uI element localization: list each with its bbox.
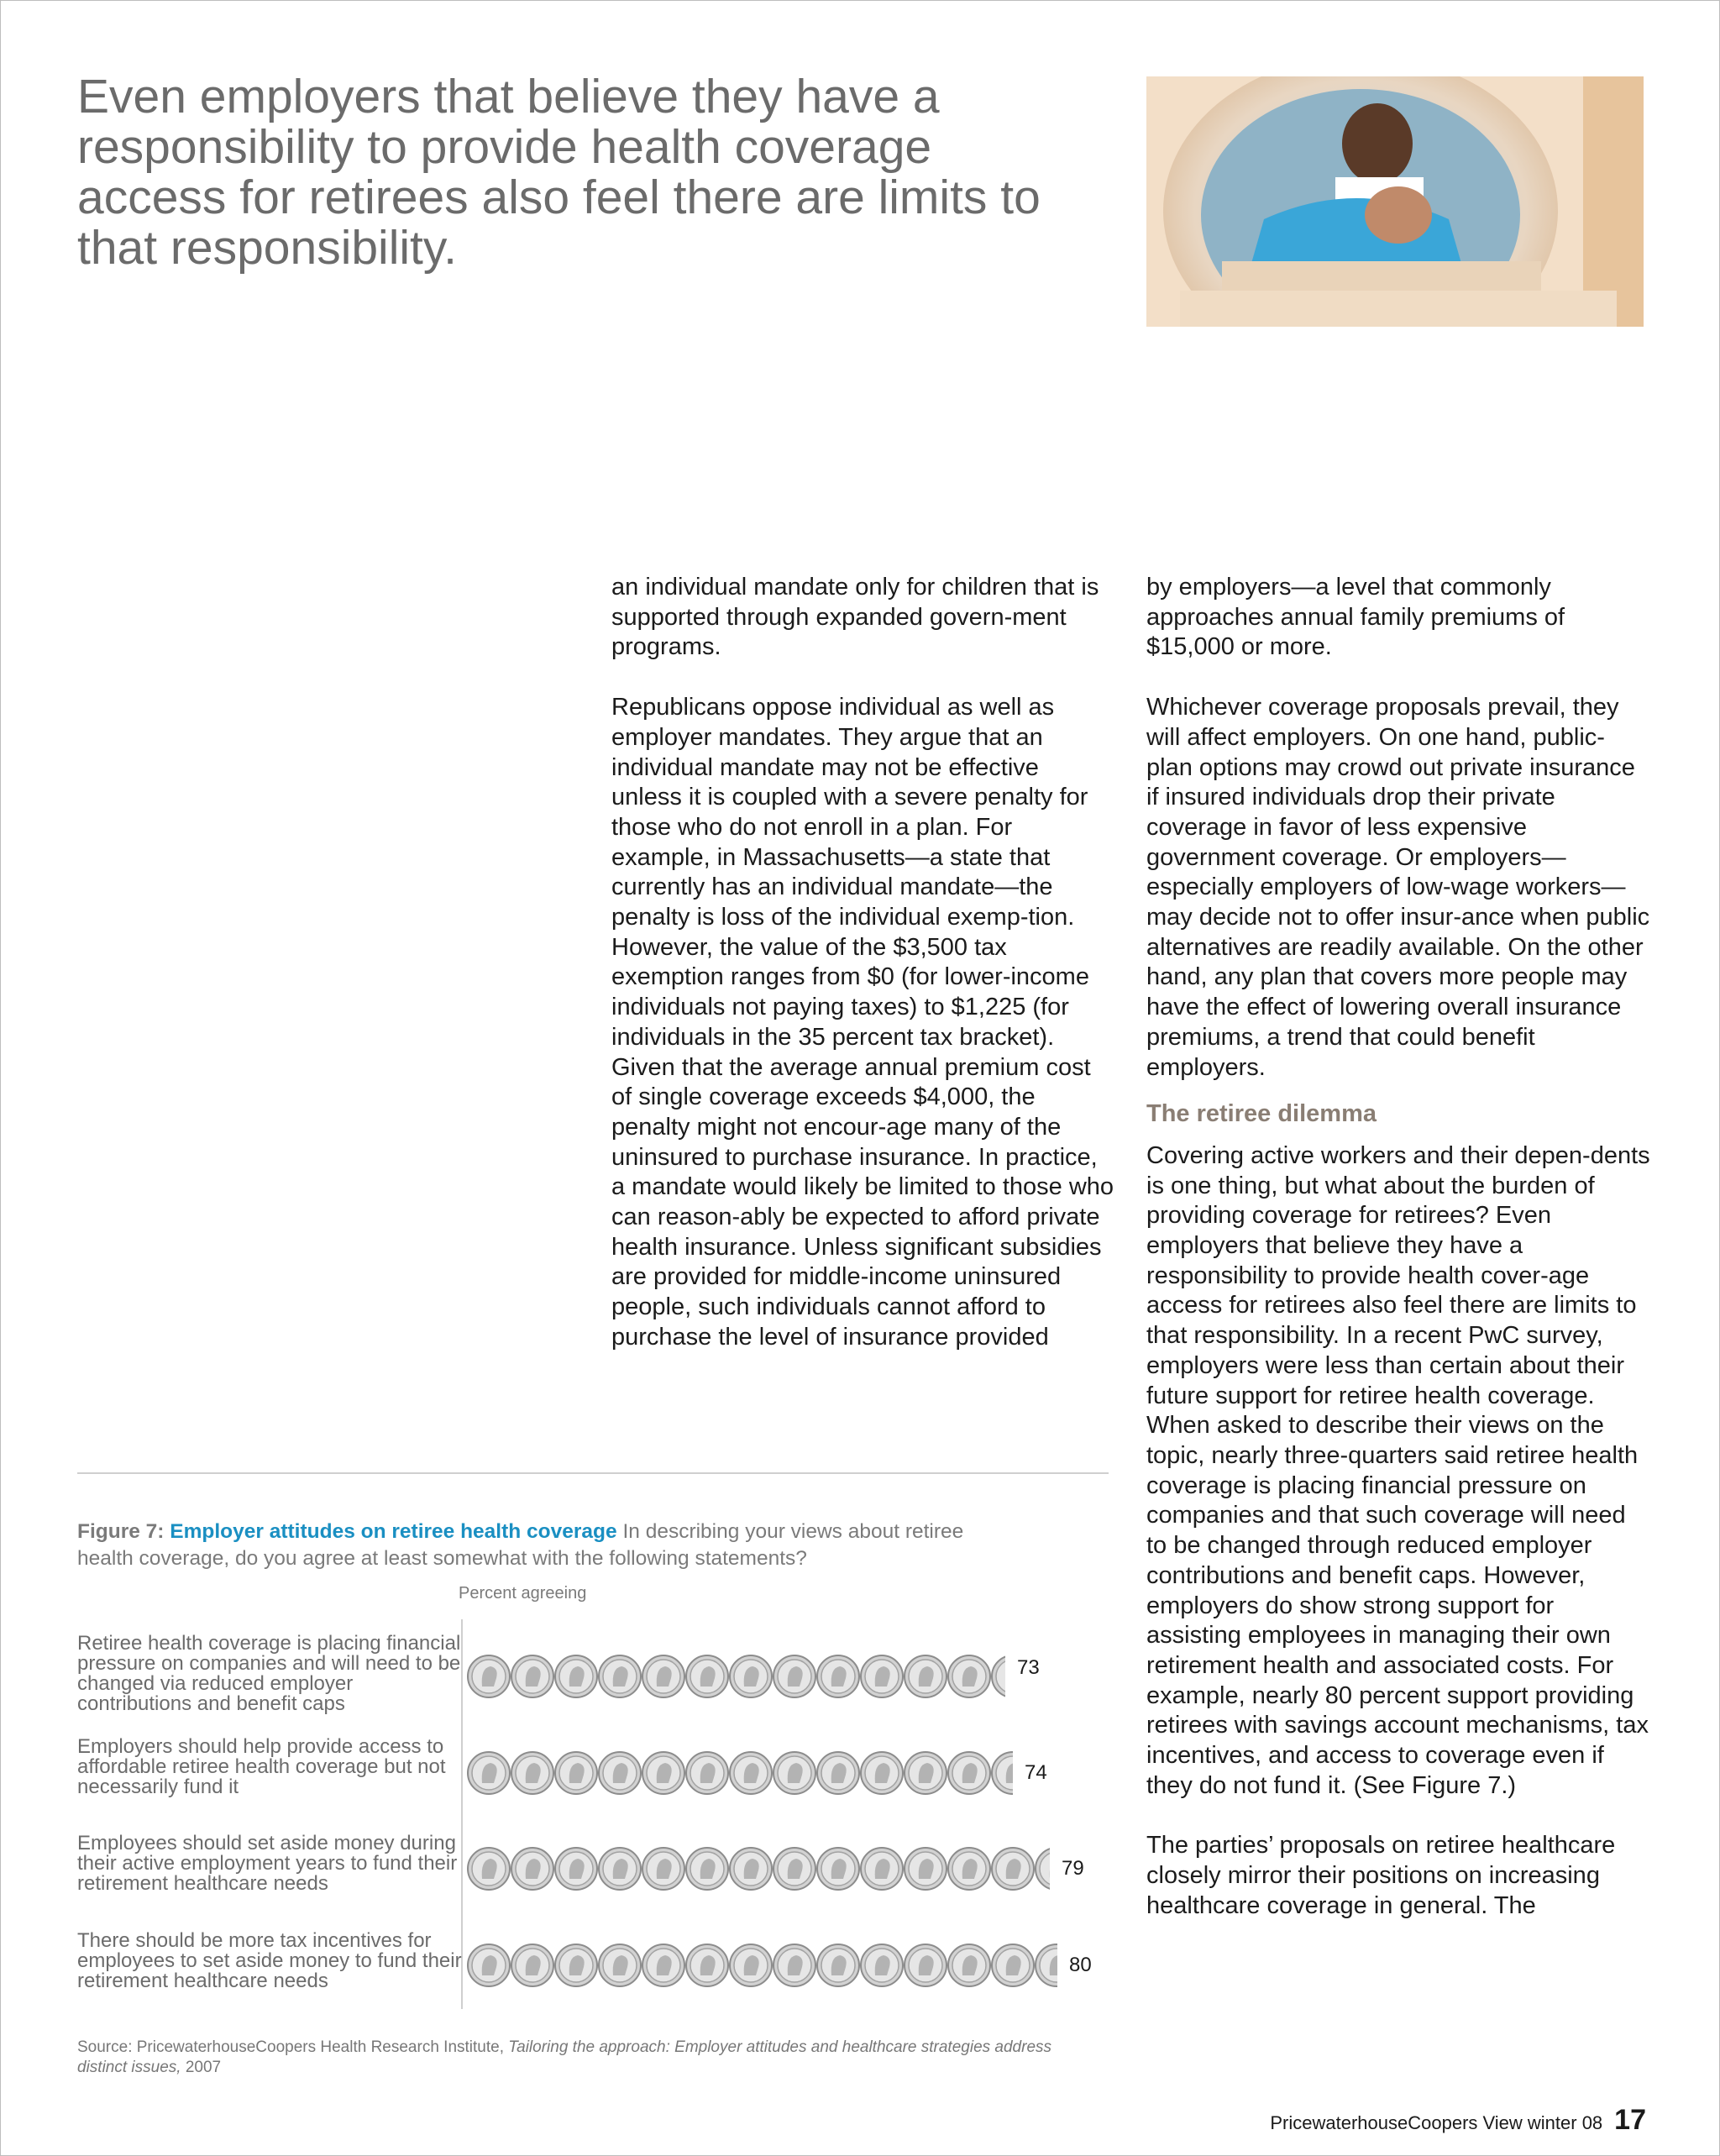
col2-paragraph-4: The parties’ proposals on retiree healthcare closely mirror their positions on increasing healthcare coverage in general. The xyxy=(1146,1832,1616,1919)
figure-label: Figure 7: xyxy=(77,1520,165,1543)
bar-category-label: Employers should help provide access to affordable retiree health coverage but not necessarily fund it xyxy=(77,1735,446,1798)
coin-bar xyxy=(464,1744,1013,1802)
bar-value-label: 73 xyxy=(1017,1656,1040,1679)
source-year: 2007 xyxy=(185,2059,222,2076)
chart-axis-label: Percent agreeing xyxy=(459,1584,587,1603)
page-footer xyxy=(1270,2104,1646,2137)
bar-row xyxy=(464,1648,1085,1705)
source-title: Tailoring the approach: Employer attitudes and healthcare strategies address distinct issues, xyxy=(77,2038,1052,2076)
bar-value-label: 74 xyxy=(1025,1761,1047,1784)
col2-paragraph-2: Whichever coverage proposals prevail, they will affect employers. On one hand, public-plan options may crowd out private insurance if insured individuals drop their private coverage in favor of less expensive government coverage. Or employers—especially employers of low-wage workers—may decide not to offer insur-ance when public alternatives are readily available. On the other hand, any plan that covers more people may have the effect of lowering overall insurance premiums, a trend that could benefit employers. xyxy=(1146,694,1650,1081)
bar-category-label: There should be more tax incentives for employees to set aside money to fund their retirement healthcare needs xyxy=(77,1929,462,1992)
bar-value-label: 79 xyxy=(1062,1857,1084,1880)
coin-bar xyxy=(464,1840,1050,1897)
bar-category-label: Retiree health coverage is placing financial pressure on companies and will need to be changed via reduced employer contributions and benefit caps xyxy=(77,1632,461,1715)
bar-category-label: Employees should set aside money during their active employment years to fund their retirement healthcare needs xyxy=(77,1832,458,1895)
bar-row xyxy=(464,1937,1092,1994)
col1-paragraph-2: Republicans oppose individual as well as employer mandates. They argue that an individual mandate may not be effective unless it is coupled with a severe penalty for those who do not enroll in a plan. For example, in Massachusetts—a state that currently has an individual mandate—the penalty is loss of the individual exemp-tion. However, the value of the $3,500 tax exemption ranges from $0 (for lower-income individuals not paying taxes) to $1,225 (for individuals in the 35 percent tax bracket). Given that the average annual premium cost of single coverage exceeds $4,000, the penalty might not encour-age many of the uninsured to purchase insurance. In practice, a mandate would likely be limited to those who can reason-ably be expected to afford private health insurance. Unless significant subsidies are provided for middle-income uninsured people, such individuals cannot afford to purchase the level of insurance provided xyxy=(611,694,1114,1351)
source-prefix: Source: PricewaterhouseCoopers Health Research Institute, xyxy=(77,2038,504,2056)
mri-photo xyxy=(1146,76,1644,327)
figure-source xyxy=(77,2038,1051,2078)
page-number: 17 xyxy=(1614,2104,1646,2136)
bar-row xyxy=(464,1744,1085,1802)
col2-paragraph-1: by employers—a level that commonly approaches annual family premiums of $15,000 or more. xyxy=(1146,574,1565,661)
col2-paragraph-3: Covering active workers and their depen-dents is one thing, but what about the burden of providing coverage for retirees? Even employers that believe they have a responsibility to provide health cover-age access for retirees also feel there are limits to that responsibility. In a recent PwC survey, employers were less than certain about their future support for retiree health coverage. When asked to describe their views on the topic, nearly three-quarters said retiree health coverage is placing financial pressure on companies and that such coverage will need to be changed through reduced employer contributions and benefit caps. However, employers do show strong support for assisting employees in managing their own retirement health and associated costs. For example, nearly 80 percent support providing retirees with savings account mechanisms, tax incentives, and access to coverage even if they do not fund it. (See Figure 7.) xyxy=(1146,1141,1650,1799)
coin-bar xyxy=(464,1648,1005,1705)
bar-value-label: 80 xyxy=(1069,1954,1092,1976)
figure-caption xyxy=(77,1519,1018,1572)
body-column-2 xyxy=(1146,573,1650,1952)
figure-question: In describing your views about retiree health coverage, do you agree at least somewhat with the following statements? xyxy=(77,1520,964,1570)
body-column-1 xyxy=(611,573,1115,1383)
col1-paragraph-1: an individual mandate only for children that is supported through expanded govern-ment programs. xyxy=(611,574,1099,661)
publication-name: PricewaterhouseCoopers View winter 08 xyxy=(1270,2112,1603,2133)
coin-bar xyxy=(464,1937,1057,1994)
figure-title: Employer attitudes on retiree health coverage xyxy=(170,1520,617,1543)
headline: Even employers that believe they have a responsibility to provide health coverage access for retirees also feel there are limits to that responsibility. xyxy=(77,70,1041,275)
figure-divider xyxy=(77,1472,1109,1474)
section-subhead: The retiree dilemma xyxy=(1146,1100,1377,1128)
bar-row xyxy=(464,1840,1085,1897)
